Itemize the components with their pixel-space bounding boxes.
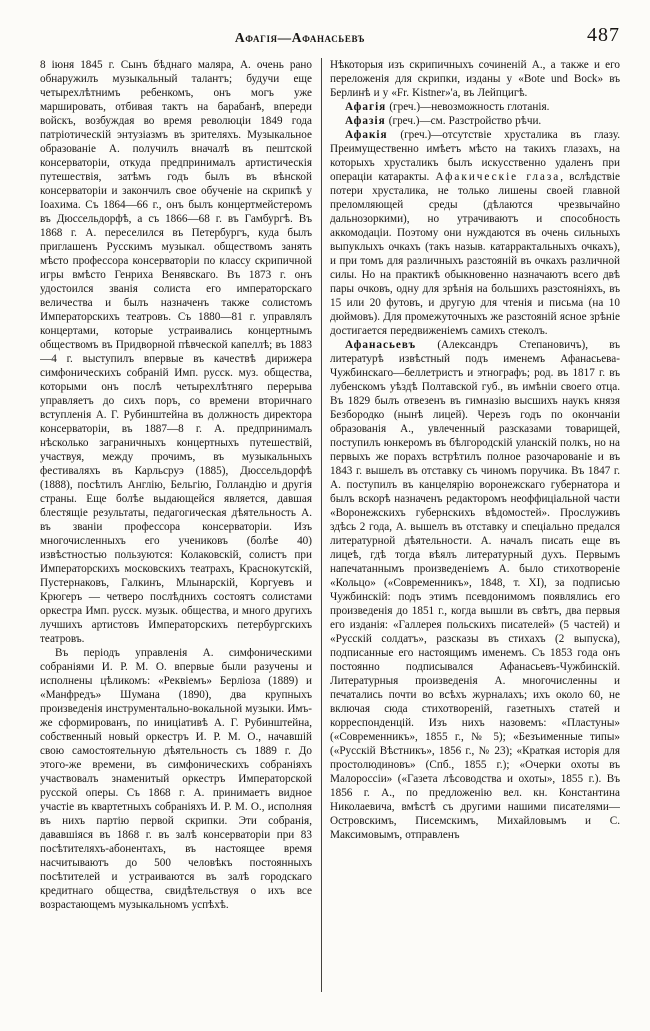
entry-body-text: , вслѣдствіе потери хрусталика, не только лишены своей главной преломляющей среды (дѣлаются чрезвычайно дальнозоркими), но утрачиваютъ и способность аккомодаціи. Поэтому они нуждаются въ очень сильныхъ выпуклыхъ очкахъ (такъ назыв. катаррактальныхъ очкахъ), и при томъ для различныхъ разстояній въ очкахъ различной силы. Но на практикѣ обыкновенно назначаютъ всего двѣ пары очковъ, одну для зрѣнія на большихъ разстояніяхъ, въ 15 или 20 футовъ, и другую для чтенія и письма (на 10 дюймовъ). Для промежуточныхъ же разстояній ясное зрѣніе достигается передвиженіемъ самихъ стеколъ. bbox=[330, 171, 620, 337]
paragraph-text: Въ періодъ управленія А. симфоническими собраніями И. Р. М. О. впервые были разучены и исполнены цѣликомъ: «Реквіемъ» Берліоза (1889) и «Манфредъ» Шумана (1890), два крупныхъ произведенія инструментально-вокальной музыки. Имъ-же сформированъ, по иниціативѣ А. Г. Рубинштейна, собственный новый оркестръ И. Р. М. О., начавшій свою самостоятельную дѣятельность съ 1889 г. До этого-же времени, въ симфоническихъ собраніяхъ участвовалъ знаменитый оркестръ Императорской русской оперы. Съ 1868 г. А. принимаетъ видное участіе въ квартетныхъ собраніяхъ И. Р. М. О., исполняя въ нихъ партію первой скрипки. Эти собранія, дававшіяся въ 1868 г. въ залѣ консерваторіи при 83 посѣтителяхъ-абонентахъ, въ настоящее время насчитываютъ до 500 человѣкъ постоянныхъ посѣтителей и устраиваются въ залѣ городскаго кредитнаго общества, свидѣтельствуя о ихъ все возрастающемъ музыкальномъ успѣхѣ. bbox=[40, 647, 312, 911]
right-column bbox=[322, 58, 620, 992]
entry-emphasized-term: Афакическіе глаза bbox=[435, 171, 561, 183]
entry-body-text: (греч.)—см. Разстройство рѣчи. bbox=[385, 115, 542, 127]
paragraph-text: 8 іюня 1845 г. Сынъ бѣднаго маляра, А. очень рано обнаружилъ музыкальный талантъ; будучи еще четырехлѣтнимъ ребенкомъ, онъ могъ уже маршировать, отбивая тактъ на барабанѣ, впереди войскъ, возбуждая во время революціи 1849 года патріотическій энтузіазмъ въ зрителяхъ. Музыкальное образованіе А. получилъ вначалѣ въ пештской консерваторіи, откуда предпринималъ артистическія путешествія, затѣмъ годъ былъ въ вѣнской консерваторіи и закончилъ свое обученіе на скрипкѣ у Іоахима. Съ 1864—66 г., онъ былъ концертмейстеромъ въ Дюссельдорфѣ, а съ 1866—68 г. въ Гамбургѣ. Въ 1868 г. А. переселился въ Петербургъ, куда былъ приглашенъ Русскимъ музыкал. обществомъ занять мѣсто профессора консерваторіи по классу скрипичной игры вмѣсто Генриха Венявскаго. Въ 1873 г. онъ удостоился званія солиста его императорскаго величества и былъ назначенъ также солистомъ Императорскихъ театровъ. Съ 1880—81 г. управлялъ концертами, которые устраивались концертнымъ обществомъ въ Придворной пѣвческой капеллѣ; въ 1883—4 г. выступилъ впервые въ качествѣ дирижера симфоническихъ собраній Имп. русск. муз. общества, которыми онъ послѣ четырехлѣтняго перерыва управляетъ до сихъ поръ, со времени вторичнаго вступленія А. Г. Рубинштейна въ должность директора консерваторіи, въ 1887—8 г. А. предпринималъ нѣсколько заграничныхъ концертныхъ путешествій, участвуя, между прочимъ, въ музыкальныхъ фестиваляхъ въ Карльсруэ (1885), Дюссельдорфѣ (1888), посѣтилъ Англію, Бельгію, Голландію и другія страны. Еще болѣе выдающейся является, давшая блестящіе результаты, педагогическая дѣятельность А. въ званіи профессора консерваторіи. Изъ многочисленныхъ его учениковъ (болѣе 40) извѣстностью пользуются: Колаковскій, солистъ при Императорскихъ московскихъ театрахъ, Краснокутскій, Пустернаковъ, Галкинъ, Млынарскій, Коргуевъ и Крюгеръ — четверо послѣднихъ состоятъ солистами оркестра Имп. русск. музык. общества, и много другихъ лучшихъ артистовъ Императорскихъ петербургскихъ театровъ. bbox=[40, 59, 312, 645]
text-columns bbox=[40, 58, 620, 992]
entry-headword: Афанасьевъ bbox=[345, 339, 417, 351]
paragraph-auer-irmo bbox=[40, 646, 312, 912]
entry-afanasyev bbox=[330, 338, 620, 842]
running-title: Афагія—Афанасьевъ bbox=[234, 30, 366, 45]
page-header bbox=[0, 24, 650, 54]
entry-headword: Афагія bbox=[345, 101, 387, 113]
entry-afaziya bbox=[330, 114, 620, 128]
left-column bbox=[40, 58, 321, 992]
entry-afakiya bbox=[330, 128, 620, 338]
page-number: 487 bbox=[587, 24, 620, 46]
entry-headword: Афакія bbox=[345, 129, 388, 141]
entry-headword: Афазія bbox=[345, 115, 386, 127]
paragraph-text: Нѣкоторыя изъ скрипичныхъ сочиненій А., а также и его переложенія для скрипки, изданы у «Bote und Bock» въ Берлинѣ и у «Fr. Kistner»'а, въ Лейпцигѣ. bbox=[330, 59, 620, 99]
entry-body-text: (Александръ Степановичъ), въ литературѣ извѣстный подъ именемъ Афанасьева-Чужбинскаго—беллетристъ и этнографъ; род. въ 1817 г. въ лубенскомъ уѣздѣ Полтавской губ., въ имѣніи своего отца. Въ 1829 былъ отвезенъ въ гимназію высшихъ наукъ князя Безбородко (нынѣ лицей). Черезъ годъ по окончаніи образованія А., увлеченный разсказами товарищей, поступилъ юнкеромъ въ бѣлгородскій уланскій полкъ, но на первыхъ же порахъ встрѣтилъ полное разочарованіе и въ 1843 г. вышелъ въ отставку съ чиномъ поручика. Въ 1847 г. А. поступилъ въ канцелярію воронежскаго губернатора и былъ вскорѣ назначенъ редакторомъ неоффиціальной части «Воронежскихъ губернскихъ вѣдомостей». Прослуживъ здѣсь 2 года, А. вышелъ въ отставку и спеціально предался литературной дѣятельности. А. началъ писать еще въ лицеѣ, гдѣ тогда вѣялъ литературный духъ. Первымъ напечатаннымъ произведеніемъ А. было стихотвореніе «Кольцо» («Современникъ», 1848, т. XI), за подписью Чужбинскій: подъ этимъ псевдонимомъ появлялись его произведенія до 1851 г., когда вышли въ свѣтъ, два первыя его изданія: «Галлерея польскихъ писателей» (5 частей) и «Русскій солдатъ», разсказы въ стихахъ (2 выпуска), подписанные его настоящимъ именемъ. Съ 1853 года онъ постоянно подписывался Афанасьевъ-Чужбинскій. Литературныя произведенія А. многочисленны и печатались почти во всѣхъ журналахъ; ихъ около 60, не включая сюда стихотвореній, газетныхъ статей и корреспонденцій. Изъ нихъ назовемъ: «Пластуны» («Современникъ», 1855 г., № 5); «Безъименные типы» («Русскій Вѣстникъ», 1856 г., № 23); «Краткая исторія для простолюдиновъ» (Спб., 1855 г.); «Очерки охоты въ Малороссіи» («Газета лѣсоводства и охоты», 1855 г.). Въ 1856 г. А., по предложенію вел. кн. Константина Николаевича, вмѣстѣ съ другими нашими писателями—Островскимъ, Писемскимъ, Михайловымъ и С. Максимовымъ, отправленъ bbox=[330, 339, 620, 841]
paragraph-auer-publications bbox=[330, 58, 620, 100]
entry-body-text: (греч.)—отсутствіе хрусталика въ глазу. Преимущественно имѣетъ мѣсто на такихъ глазахъ, на которыхъ хрусталикъ былъ искусственно удаленъ при операціи катаракты. bbox=[330, 129, 620, 183]
entry-body-text: (греч.)—невозможность глотанія. bbox=[386, 101, 550, 113]
paragraph-auer-biography bbox=[40, 58, 312, 646]
entry-afagiya bbox=[330, 100, 620, 114]
